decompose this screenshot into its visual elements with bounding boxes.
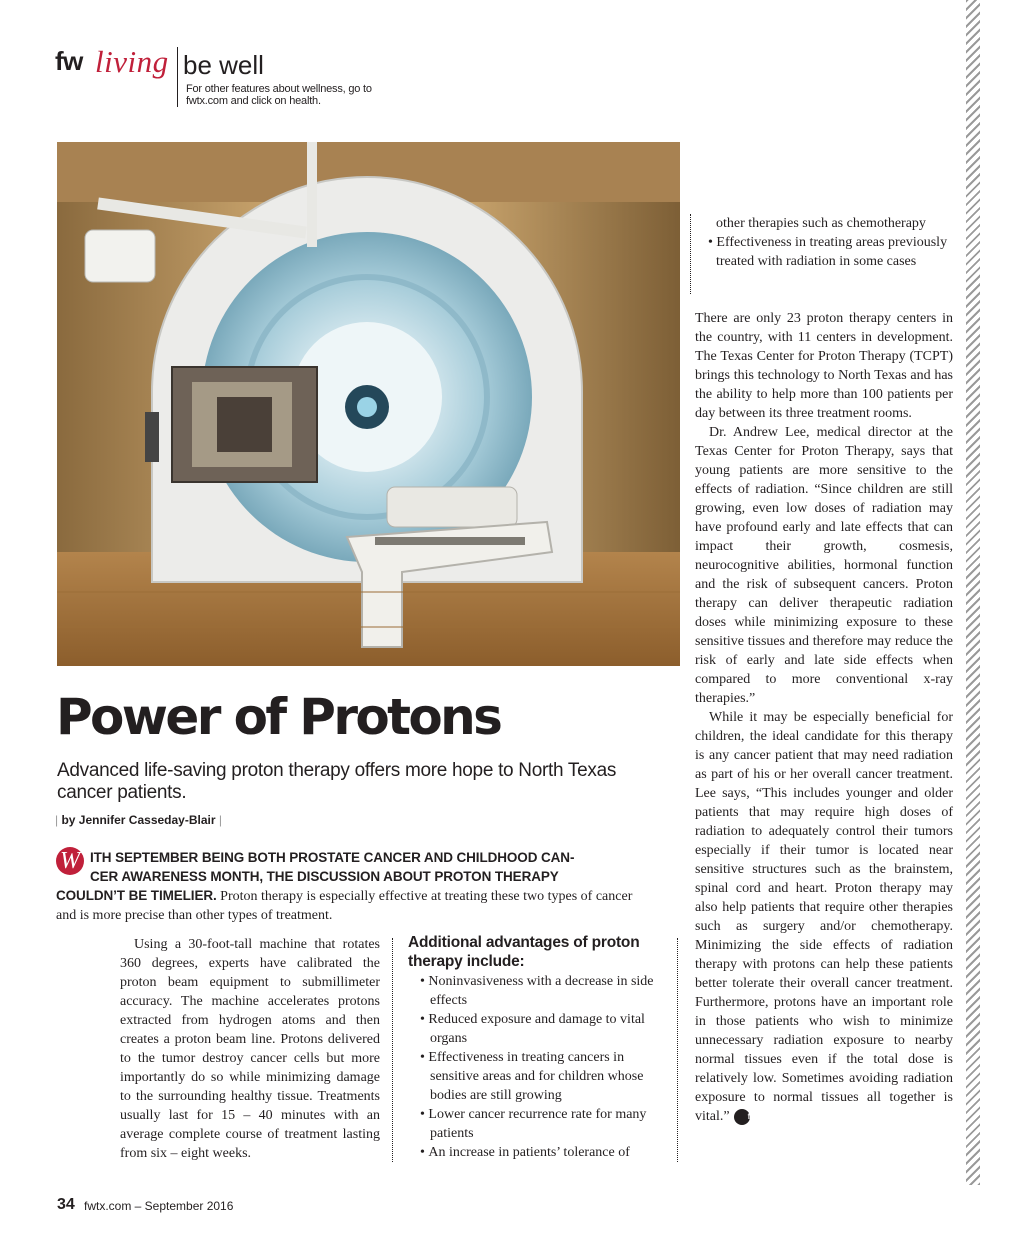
sidebar-heading: Additional advantages of proton therapy include: [408,934,640,970]
section-note: For other features about wellness, go to fwtx.com and click on health. [186,83,372,107]
logo-living: living [95,44,169,79]
list-item: • An increase in patients’ tolerance of [420,1143,670,1162]
end-mark-icon: fw [734,1109,750,1125]
list-item-continued: other therapies such as chemotherapy [716,216,926,231]
body-column-1: Using a 30-foot-tall machine that rotates 360 degrees, experts have calibrated the proton beam equipment to submillimeter accuracy. The machine accelerates protons extracted from hydrogen atoms and then creates a proton beam line. Protons delivered to the tumor destroy cancer cells but more importantly do so while minimizing damage to the surrounding healthy tissue. Treatments usually last for 15 – 40 minutes with an average complete course of treatment lasting from six – eight weeks. [120,937,380,1161]
lead-rest: Proton therapy is especially effective at treating these two types of cancer and is more precise than other types of treatment. [56,889,633,923]
lead-caps-end: COULDN’T BE TIMELIER. [56,888,217,903]
paragraph: Dr. Andrew Lee, medical director at the Texas Center for Proton Therapy, says that young patients are more sensitive to the effects of radiation. “Since children are still growing, even low doses of radiation may have profound early and late effects that can impact their growth, cosmesis, neurocognitive abilities, hormonal function and the risk of subsequent cancers. Proton therapy can deliver therapeutic radiation doses while minimizing exposure to these sensitive tissues and therefore may reduce the risk of early and late side effects when compared to more conventional x-ray therapies.” [695,425,953,706]
lead-paragraph [56,848,636,925]
lead-line-1: ITH SEPTEMBER BEING BOTH PROSTATE CANCER AND CHILDHOOD CAN- [90,850,575,865]
lead-line-2: CER AWARENESS MONTH, THE DISCUSSION ABOUT PROTON THERAPY [90,869,559,884]
drop-cap: W [56,847,84,875]
column-divider-3 [690,214,691,294]
article-title: Power of Protons [56,688,501,746]
photo-illustration [57,142,680,666]
list-item: • Reduced exposure and damage to vital organs [420,1010,670,1048]
byline-bar-right: | [215,813,222,827]
paragraph [695,708,953,1126]
body-column-3 [695,309,953,1126]
paragraph-text: While it may be especially beneficial for children, the ideal candidate for this therapy is any cancer patient that may need radiation as part of his or her overall cancer treatment. Lee says, “This includes younger and older patients that may require high doses of radiation to adequately control their tumors especially if their tumor is located near sensitive structures such as the brainstem, spinal cord and heart. Proton therapy may also help patients that require other therapies such as surgery and/or chemotherapy. Minimizing the side effects of radiation therapy with protons can help these patients better tolerate their overall cancer treatment. Furthermore, protons have an important role in those patients who wish to minimize unnecessary radiation exposure to nearby normal tissues even if the total dose is relatively low. Sometimes avoiding radiation exposure to normal tissues all together is vital.” [695,710,953,1124]
byline [55,813,222,827]
proton-therapy-machine-photo [57,142,680,666]
logo-fw: fw [55,46,83,76]
page-number: 34 [57,1196,75,1213]
header-divider [177,47,178,107]
article-dek: Advanced life-saving proton therapy offers more hope to North Texas cancer patients. [57,760,617,803]
sidebar-list-continued [708,214,958,271]
lead-line-3 [56,886,636,925]
sidebar-list [420,972,670,1162]
footer-text: fwtx.com – September 2016 [84,1199,234,1213]
list-item: • Effectiveness in treating areas previously treated with radiation in some cases [708,233,958,271]
paragraph: There are only 23 proton therapy centers in the country, with 11 centers in development. The Texas Center for Proton Therapy (TCPT) brings this technology to North Texas and has the ability to help more than 100 patients per day between its three treatment rooms. [695,311,953,421]
section-title: be well [183,50,264,80]
list-item: • Effectiveness in treating cancers in sensitive areas and for children whose bodies are still growing [420,1048,670,1105]
list-item: • Lower cancer recurrence rate for many patients [420,1105,670,1143]
page-edge-hatch [966,0,980,1185]
byline-author: by Jennifer Casseday-Blair [61,813,216,827]
column-divider-1 [392,938,393,1162]
byline-bar-left: | [55,813,62,827]
list-item: • Noninvasiveness with a decrease in side effects [420,972,670,1010]
column-divider-2 [677,938,678,1162]
